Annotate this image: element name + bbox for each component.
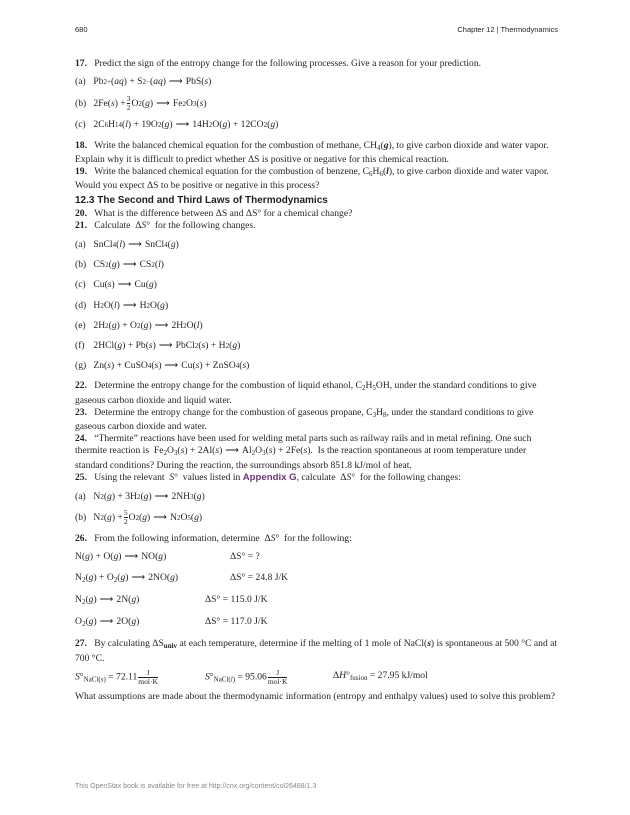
- appendix-g-link[interactable]: Appendix G: [242, 471, 297, 483]
- question-25: 25. Using the relevant S° values listed in Appendix G, calculate ΔS° for the following changes:: [75, 471, 461, 483]
- q26-row-1: N(g) + O(g) ⟶ NO(g) ΔS° = ?: [75, 551, 260, 563]
- question-23: 23. Determine the entropy change for the combustion of gaseous propane, $C_3H_8$, under the standard conditions to give gaseous carbon dioxide and water.: [75, 406, 534, 433]
- q21-b: (b) CS 2 ( g ) ⟶ CS 2 ( l ): [75, 259, 164, 271]
- content: [75, 58, 560, 703]
- question-17: 17. Predict the sign of the entropy change for the following processes. Give a reason for your prediction.: [75, 58, 482, 69]
- q26-row-3: $N_2(g)$ ⟶ 2N(g) ΔS° = 115.0 J/K: [75, 593, 268, 606]
- question-22: 22. Determine the entropy change for the combustion of liquid ethanol, $C_2H_5OH$, under the standard conditions to give gaseous carbon dioxide and liquid water.: [75, 380, 537, 406]
- q21-c: (c) Cu( s ) ⟶ Cu( g ): [75, 279, 157, 291]
- question-20: 20. What is the difference between ΔS and ΔS° for a chemical change?: [75, 207, 353, 219]
- question-27-tail: What assumptions are made about the thermodynamic information (entropy and enthalpy values) used to solve this problem?: [75, 690, 556, 702]
- q17-c: (c) 2C 6 H 14 ( l ) + 19O 2 ( g ) ⟶ 14H 2 O( g ) + 12CO 2 ( g ): [75, 119, 279, 131]
- page-number: 680: [75, 25, 88, 34]
- footer: This OpenStax book is available for free at http://cnx.org/content/col26488/1.3: [75, 783, 317, 790]
- q17-b: (b) 2Fe( s ) + $\frac{3}{2}$ O 2 ( g ) ⟶ Fe 2 O 3 ( s ): [75, 94, 207, 113]
- question-18: 18. Write the balanced chemical equation for the combustion of methane, $CH_4(g)$, to give carbon dioxide and water vapor. Explain why it is difficult to predict whether ΔS is positive or negative for this chemical reaction.: [75, 139, 549, 165]
- chapter-header: Chapter 12 | Thermodynamics: [457, 25, 558, 34]
- question-21: 21. Calculate ΔS° for the following changes.: [75, 219, 256, 231]
- question-27: 27. By calculating $\Delta S_{univ}$ at each temperature, determine if the melting of 1 mole of NaCl(s) is spontaneous at 500 °C and at 700 °C.: [75, 638, 558, 664]
- question-26: 26. From the following information, determine ΔS° for the following:: [75, 533, 352, 545]
- question-19: 19. Write the balanced chemical equation for the combustion of benzene, $C_6H_6(l)$, to give carbon dioxide and water vapor. Would you expect ΔS to be positive or negative in this process?: [75, 166, 549, 192]
- q25-a: (a) N 2 ( g ) + 3H 2 ( g ) ⟶ 2NH 3 ( g ): [75, 491, 205, 503]
- question-24: 24. “Thermite” reactions have been used for welding metal parts such as railway rails and in metal refining. One such thermite reaction is $Fe_2O_3(s) + 2Al(s)$ ⟶ $Al_2O_3(s) + 2Fe(s)$. Is the reaction spontaneous at room temperature under standard conditions? During the reaction, the surroundings absorb 851.8 kJ/mol of heat.: [75, 433, 532, 471]
- q26-row-2: $N_2(g) + O_2(g)$ ⟶ 2NO(g) ΔS° = 24.8 J/K: [75, 571, 289, 584]
- q21-a: (a) SnCl 4 ( l ) ⟶ SnCl 4 ( g ): [75, 239, 179, 251]
- section-title: 12.3 The Second and Third Laws of Thermodynamics: [75, 195, 328, 207]
- q27-values: $S^\circ_{NaCl(s)} = 72.11$ $\frac{J}{\text{mol·K}}$ $S^\circ_{NaCl(l)} = 95.06$ $\frac{J}{\text{mol·K}}$ $\Delta H^\circ_{fusion} = 27.95$ kJ/mol: [75, 667, 428, 686]
- q26-row-4: $O_2(g)$ ⟶ 2O(g) ΔS° = 117.0 J/K: [75, 616, 268, 629]
- q21-g: (g) Zn( s ) + CuSO 4 ( s ) ⟶ Cu( s ) + ZnSO 4 ( s ): [75, 360, 250, 372]
- q21-f: (f) 2HCl( g ) + Pb( s ) ⟶ PbCl 2 ( s ) + H 2 ( g ): [75, 340, 241, 352]
- q25-b: (b) N 2 ( g ) + $\frac{5}{2}$ O 2 ( g ) ⟶ N 2 O 5 ( g ): [75, 508, 203, 527]
- q21-d: (d) H 2 O( l ) ⟶ H 2 O( g ): [75, 299, 169, 311]
- q21-e: (e) 2H 2 ( g ) + O 2 ( g ) ⟶ 2H 2 O( l ): [75, 319, 203, 331]
- q17-a: (a) Pb 2+ ( aq ) + S 2− ( aq ) ⟶ PbS( s ): [75, 76, 212, 88]
